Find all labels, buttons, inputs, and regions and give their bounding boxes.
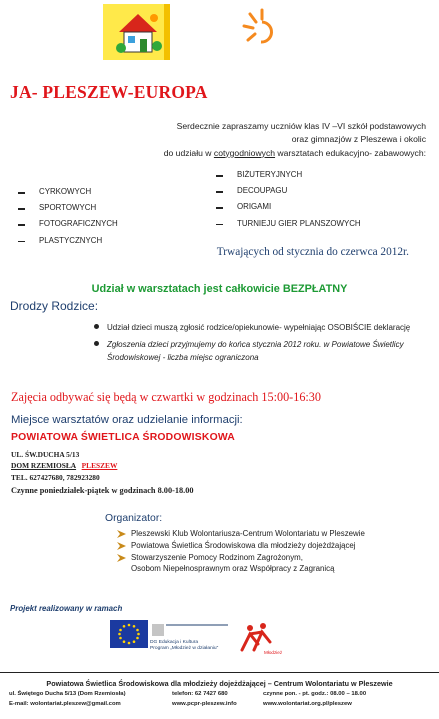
intro-underline-word: cotygodniowych	[213, 147, 276, 158]
page-title: JA- PLESZEW-EUROPA	[10, 82, 208, 102]
address-building: DOM RZEMIOSŁA	[11, 461, 77, 471]
organizer-list	[117, 528, 437, 575]
organizer-item-label: Stowarzyszenie Pomocy Rodzinom Zagrożonym,	[131, 552, 303, 562]
intro-line-2: oraz gimnazjów z Pleszewa i okolic	[291, 134, 426, 145]
schedule-text: Zajęcia odbywać się będą w czwartki w godzinach 15:00-16:30	[11, 390, 321, 404]
footer-website-2[interactable]: www.wolontariat.org.pl/pleszew	[263, 701, 352, 707]
address-phone: TEL. 627427680, 782923280	[11, 472, 100, 482]
organizer-heading: Organizator:	[105, 513, 163, 524]
footer-website-1[interactable]: www.pcpr-pleszew.info	[172, 701, 237, 707]
address-building-line	[11, 460, 117, 471]
sun-logo	[242, 8, 282, 48]
bullet-item: Udział dzieci muszą zgłosić rodzice/opiekunowie- wypełniając OSOBIŚCIE deklarację	[93, 321, 428, 334]
info-heading: Miejsce warsztatów oraz udzielanie informacji:	[11, 414, 243, 426]
intro-line-3	[46, 147, 426, 160]
parents-heading: Drodzy Rodzice:	[10, 299, 99, 313]
mlodziez-label: Młodzież	[264, 650, 283, 655]
organizer-item	[117, 540, 437, 552]
organizer-item-label: Powiatowa Świetlica Środowiskowa dla młodzieży dojeżdżającej	[131, 540, 356, 550]
free-note: Udział w warsztatach jest całkowicie BEZPŁATNY	[91, 283, 348, 295]
period-text: Trwających od stycznia do czerwca 2012r.	[216, 246, 409, 258]
list-item: TURNIEJU GIER PLANSZOWYCH	[216, 216, 361, 232]
eu-flag-icon	[110, 620, 148, 648]
organizer-item-label: Osobom Niepełnosprawnym oraz Współpracy z Zagranicą	[131, 564, 335, 574]
place-name: POWIATOWA ŚWIETLICA ŚRODOWISKOWA	[11, 432, 236, 443]
footer-phone: telefon: 62 7427 680	[172, 691, 228, 697]
organizer-item-label: Pleszewski Klub Wolontariusza-Centrum Wolontariatu w Pleszewie	[131, 529, 365, 538]
intro-text	[46, 120, 426, 160]
footer-title: Powiatowa Świetlica Środowiskowa dla młodzieży dojeżdżającej – Centrum Wolontariatu w Pleszewie	[46, 679, 393, 688]
list-item: BIŻUTERYJNYCH	[216, 167, 361, 183]
list-item: ORIGAMI	[216, 199, 361, 215]
footer-address: ul. Świętego Ducha 5/13 (Dom Rzemiosła)	[9, 691, 126, 697]
intro-line-3-start: do udziału w	[163, 147, 214, 158]
organizer-item	[117, 552, 437, 564]
intro-line-1: Serdecznie zapraszamy uczniów klas IV –VI szkół podstawowych	[176, 121, 426, 131]
house-logo	[111, 8, 165, 58]
footer-hours: czynne pon. - pt. godz.: 08.00 – 18.00	[263, 691, 367, 697]
workshops-right-list	[216, 167, 361, 232]
footer-email[interactable]: E-mail: wolontariat.pleszew@gmail.com	[9, 701, 121, 707]
list-item: FOTOGRAFICZNYCH	[18, 216, 118, 232]
arrow-bullet-icon	[117, 542, 126, 550]
intro-line-3-end: warsztatach edukacyjno- zabawowych:	[275, 147, 426, 158]
arrow-bullet-icon	[117, 530, 126, 538]
project-heading: Projekt realizowany w ramach	[10, 604, 123, 613]
eu-program-line-2: Program „Młodzież w działaniu”	[150, 646, 219, 651]
list-item: CYRKOWYCH	[18, 184, 118, 200]
workshops-left-list	[18, 184, 118, 249]
bullet-item: Zgłoszenia dzieci przyjmujemy do końca stycznia 2012 roku. w Powiatowe Świetlicy Środowiskowej - liczba miejsc ograniczona	[93, 338, 428, 364]
organizer-item-continuation	[117, 563, 437, 575]
parents-bullets	[93, 321, 428, 368]
list-item: PLASTYCZNYCH	[18, 233, 118, 249]
address-city: PLESZEW	[81, 461, 118, 471]
address-block	[11, 449, 117, 483]
organizer-item	[117, 528, 437, 540]
list-item: DECOUPAGU	[216, 183, 361, 199]
arrow-bullet-icon	[117, 554, 126, 562]
address-street: UL. ŚW.DUCHA 5/13	[11, 450, 80, 459]
opening-hours: Czynne poniedziałek-piątek w godzinach 8.00-18.00	[11, 486, 194, 495]
list-item: SPORTOWYCH	[18, 200, 118, 216]
eu-program-line-1: DG Edukacja i Kultura	[150, 640, 199, 645]
